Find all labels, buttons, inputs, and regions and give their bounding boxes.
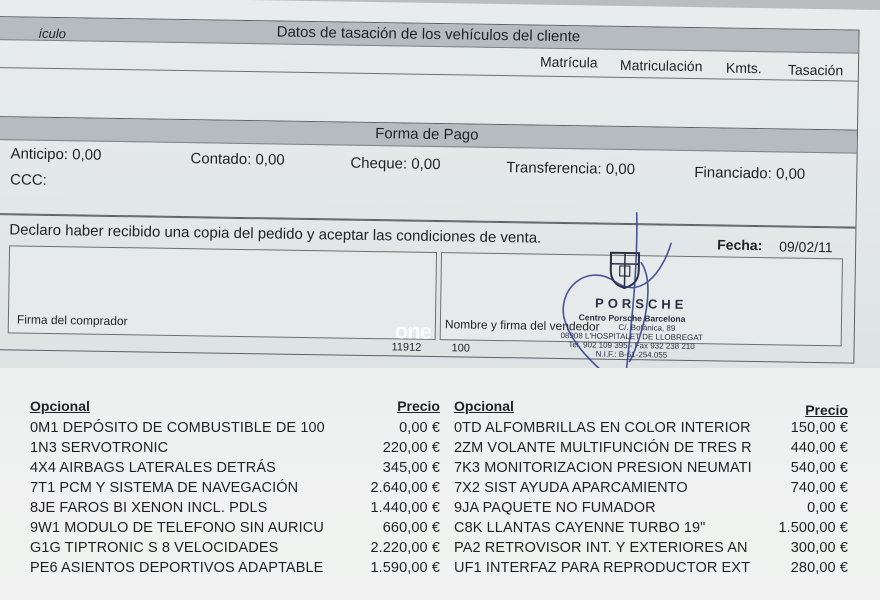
code-1: 11912 [391, 341, 422, 354]
option-row [30, 478, 440, 498]
precio-header-left: Precio [397, 398, 440, 414]
option-item: 4X4 AIRBAGS LATERALES DETRÁS [30, 460, 276, 476]
option-row [30, 458, 440, 478]
option-price: 1.440,00 € [370, 500, 440, 516]
option-price: 540,00 € [790, 460, 848, 476]
options-right-header [454, 398, 848, 418]
option-row [454, 418, 848, 438]
option-item: 1N3 SERVOTRONIC [30, 440, 169, 456]
payment-box [0, 116, 858, 228]
stamp-brand: PORSCHE [594, 295, 688, 312]
option-price: 280,00 € [790, 560, 848, 576]
col-kmts: Kmts. [725, 59, 762, 77]
code-2: 100 [451, 342, 470, 355]
option-item: 9W1 MODULO DE TELEFONO SIN AURICU [30, 520, 324, 536]
option-item: 0M1 DEPÓSITO DE COMBUSTIBLE DE 100 [30, 420, 325, 436]
option-item: 7T1 PCM Y SISTEMA DE NAVEGACIÓN [30, 480, 299, 496]
options-left-header [30, 398, 440, 418]
opcional-header-left: Opcional [30, 398, 90, 414]
transferencia-field: Transferencia: 0,00 [506, 159, 636, 179]
option-price: 1.590,00 € [370, 560, 440, 576]
watermark-logo: one [394, 318, 432, 344]
ccc-field: CCC: [9, 171, 47, 189]
buyer-signature-box [8, 245, 437, 340]
option-item: 7K3 MONITORIZACION PRESION NEUMATI [454, 460, 752, 476]
option-price: 1.500,00 € [778, 520, 848, 536]
stamp-phone: Tel. 902 109 395 - Fax 932 238 210 [568, 340, 695, 352]
option-item: PE6 ASIENTOS DEPORTIVOS ADAPTABLE [30, 560, 324, 576]
options-right-column [454, 398, 848, 578]
precio-header-right: Precio [805, 402, 848, 418]
vehicle-label: ículo [38, 25, 67, 42]
option-item: PA2 RETROVISOR INT. Y EXTERIORES AN [454, 540, 748, 556]
option-row [30, 418, 440, 438]
declaration-text: Declaro haber recibido una copia del pedido y aceptar las condiciones de venta. [9, 221, 542, 247]
option-item: 0TD ALFOMBRILLAS EN COLOR INTERIOR [454, 420, 751, 436]
option-price: 345,00 € [382, 460, 440, 476]
option-row [30, 538, 440, 558]
option-row [454, 538, 848, 558]
option-row [30, 518, 440, 538]
option-row [454, 498, 848, 518]
option-price: 660,00 € [382, 520, 440, 536]
col-matricula: Matrícula [539, 53, 598, 71]
stamp-name: Centro Porsche Barcelona [578, 312, 686, 324]
option-price: 300,00 € [790, 540, 848, 556]
payment-title: Forma de Pago [375, 125, 479, 144]
option-price: 0,00 € [399, 420, 440, 436]
stamp-address-2: 08908 L'HOSPITALET DE LLOBREGAT [560, 331, 704, 343]
option-item: UF1 INTERFAZ PARA REPRODUCTOR EXT [454, 560, 751, 576]
option-item: 8JE FAROS BI XENON INCL. PDLS [30, 500, 268, 516]
options-left-column [30, 398, 440, 578]
vehicle-appraisal-header [0, 17, 859, 54]
option-row [454, 478, 848, 498]
option-price: 2.220,00 € [370, 540, 440, 556]
vehicle-appraisal-title: Datos de tasación de los vehículos del cliente [276, 23, 581, 46]
option-row [454, 558, 848, 578]
option-row [30, 438, 440, 458]
option-price: 740,00 € [790, 480, 848, 496]
contado-field: Contado: 0,00 [190, 150, 285, 169]
option-row [454, 438, 848, 458]
option-row [454, 518, 848, 538]
col-matriculacion: Matriculación [619, 56, 703, 75]
option-price: 440,00 € [790, 440, 848, 456]
option-price: 150,00 € [790, 420, 848, 436]
fecha-value: 09/02/11 [779, 238, 833, 256]
financiado-field: Financiado: 0,00 [694, 164, 806, 183]
option-item: 9JA PAQUETE NO FUMADOR [454, 500, 656, 516]
option-price: 2.640,00 € [370, 480, 440, 496]
options-left-list [30, 418, 440, 578]
option-row [30, 558, 440, 578]
stamp-nif: N.I.F.: B-61-254.055 [595, 349, 668, 360]
option-item: G1G TIPTRONIC S 8 VELOCIDADES [30, 540, 279, 556]
anticipo-field: Anticipo: 0,00 [10, 145, 102, 164]
option-row [454, 458, 848, 478]
col-tasacion: Tasación [787, 61, 844, 79]
options-right-list [454, 418, 848, 578]
stamp-address-1: C/. Botànica, 89 [618, 322, 676, 333]
option-price: 220,00 € [382, 440, 440, 456]
opcional-header-right: Opcional [454, 398, 514, 414]
option-price: 0,00 € [807, 500, 848, 516]
option-row [30, 498, 440, 518]
cheque-field: Cheque: 0,00 [350, 154, 441, 174]
option-item: C8K LLANTAS CAYENNE TURBO 19" [454, 520, 706, 536]
buyer-signature-label: Firma del comprador [16, 312, 128, 329]
seller-signature-label: Nombre y firma del vendedor [444, 317, 600, 334]
option-item: 2ZM VOLANTE MULTIFUNCIÓN DE TRES R [454, 440, 752, 456]
option-item: 7X2 SIST AYUDA APARCAMIENTO [454, 480, 688, 496]
fecha-label: Fecha: [717, 236, 763, 254]
